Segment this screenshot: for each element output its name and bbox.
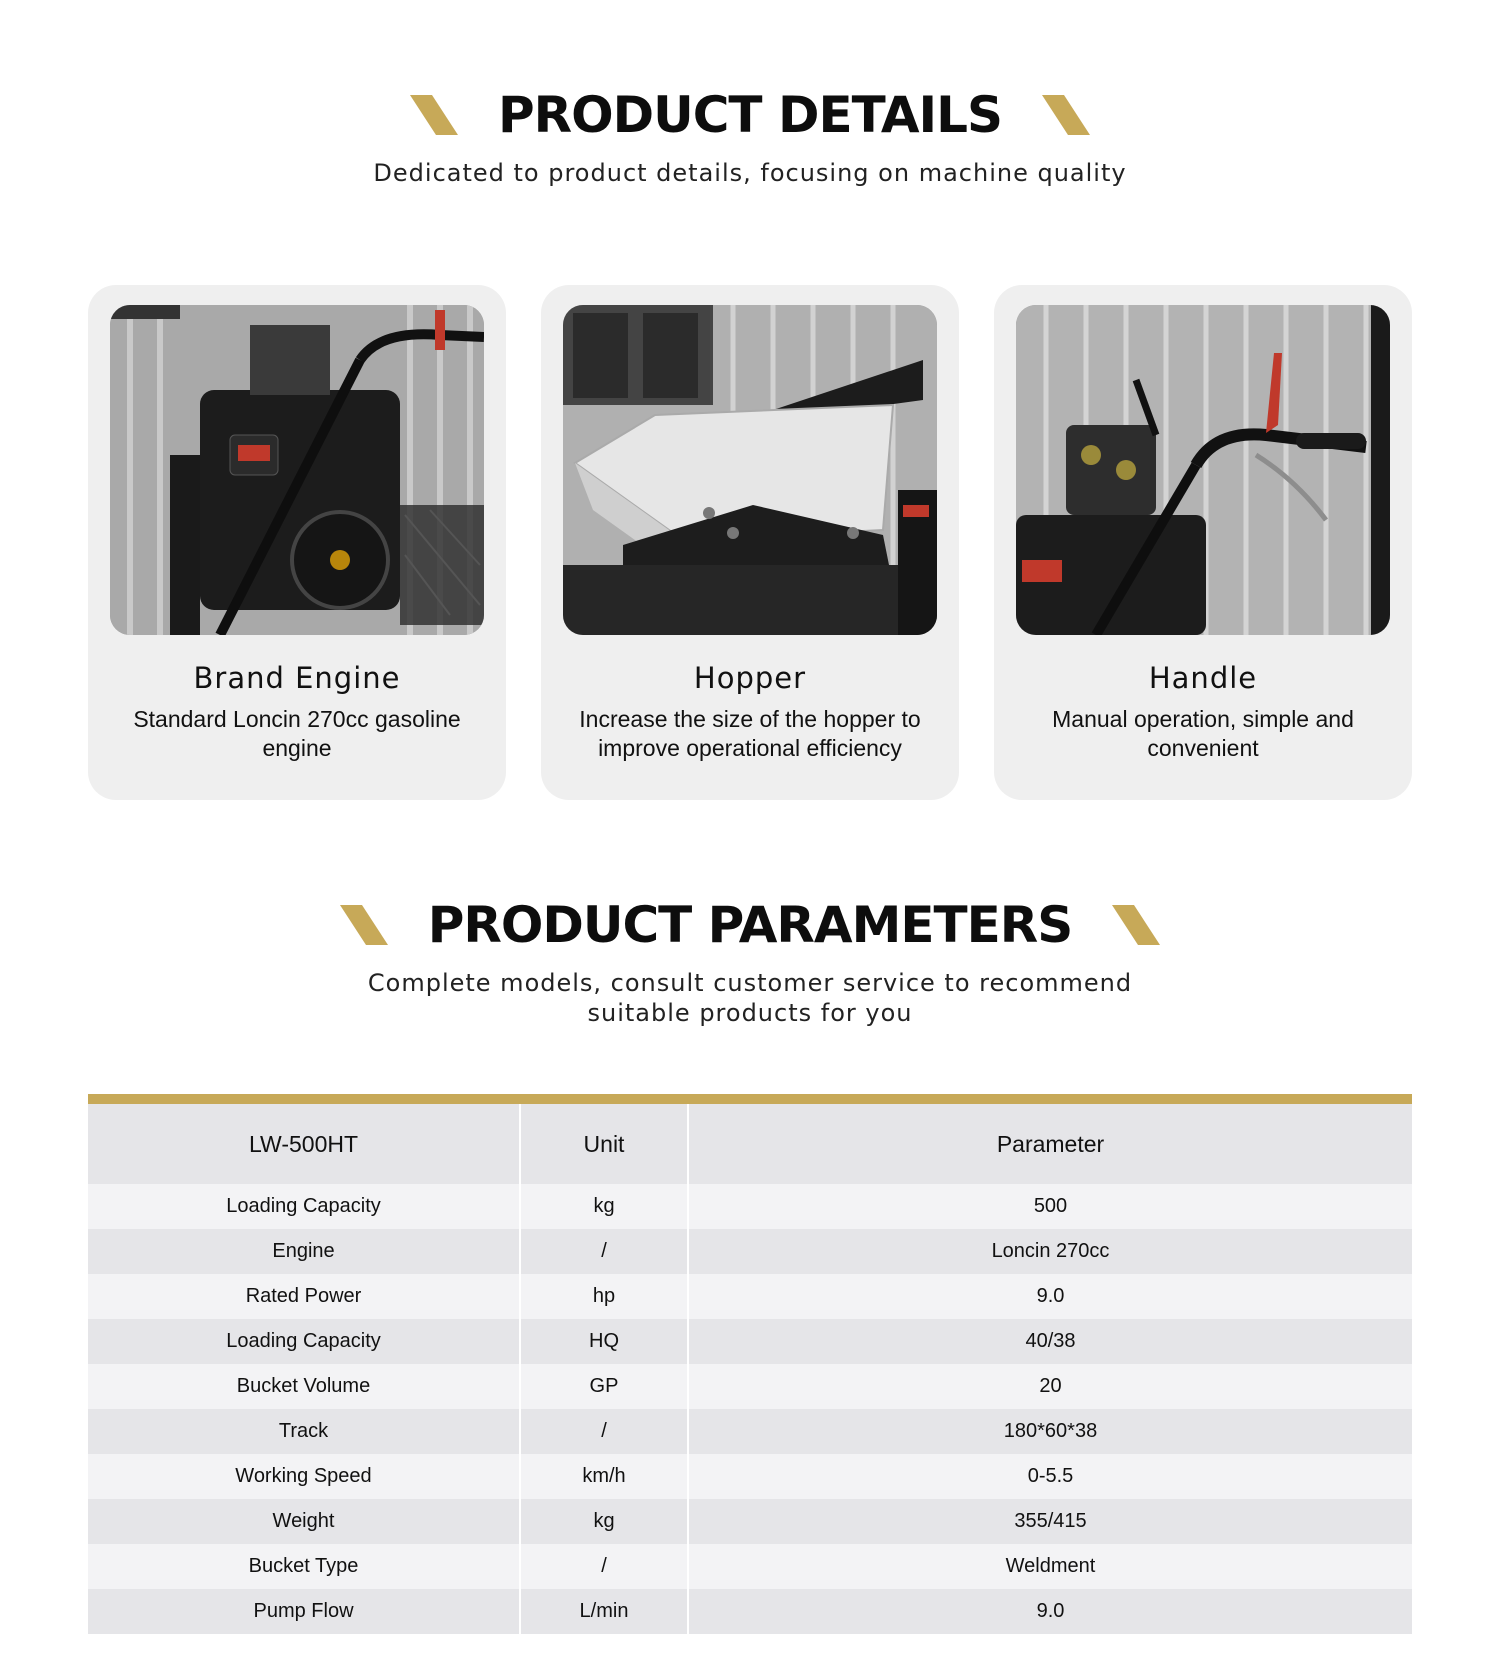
spec-table bbox=[88, 1104, 1412, 1634]
header-model: LW-500HT bbox=[88, 1104, 520, 1184]
row-value: 40/38 bbox=[688, 1319, 1412, 1364]
row-value: Weldment bbox=[688, 1544, 1412, 1589]
detail-card-engine bbox=[88, 285, 506, 800]
row-unit: kg bbox=[520, 1184, 688, 1229]
row-name: Loading Capacity bbox=[88, 1319, 520, 1364]
table-row bbox=[88, 1544, 1412, 1589]
row-unit: km/h bbox=[520, 1454, 688, 1499]
table-top-gold-bar bbox=[88, 1094, 1412, 1104]
table-row bbox=[88, 1229, 1412, 1274]
card-description: Manual operation, simple and convenient bbox=[1052, 706, 1354, 761]
parameters-subtitle: Complete models, consult customer service to recommend suitable products for you bbox=[367, 969, 1133, 1027]
parameters-table bbox=[88, 1094, 1412, 1634]
row-name: Bucket Volume bbox=[88, 1364, 520, 1409]
card-title: Brand Engine bbox=[193, 661, 401, 695]
details-header bbox=[0, 86, 1500, 188]
row-name: Pump Flow bbox=[88, 1589, 520, 1634]
table-row bbox=[88, 1184, 1412, 1229]
row-name: Loading Capacity bbox=[88, 1184, 520, 1229]
gold-slash-left-icon bbox=[410, 95, 458, 135]
table-row bbox=[88, 1319, 1412, 1364]
row-unit: / bbox=[520, 1409, 688, 1454]
details-subtitle: Dedicated to product details, focusing on machine quality bbox=[373, 159, 1127, 187]
row-unit: kg bbox=[520, 1499, 688, 1544]
row-name: Working Speed bbox=[88, 1454, 520, 1499]
engine-photo bbox=[110, 305, 484, 635]
detail-cards bbox=[88, 285, 1412, 800]
card-title: Hopper bbox=[693, 661, 807, 695]
row-unit: hp bbox=[520, 1274, 688, 1319]
header-unit: Unit bbox=[520, 1104, 688, 1184]
table-header-row bbox=[88, 1104, 1412, 1184]
gold-slash-left-icon bbox=[340, 905, 388, 945]
handle-photo bbox=[1016, 305, 1390, 635]
table-row bbox=[88, 1274, 1412, 1319]
gold-slash-right-icon bbox=[1112, 905, 1160, 945]
table-row bbox=[88, 1589, 1412, 1634]
parameters-title: PRODUCT PARAMETERS bbox=[427, 896, 1073, 954]
row-unit: L/min bbox=[520, 1589, 688, 1634]
row-value: 9.0 bbox=[688, 1274, 1412, 1319]
table-row bbox=[88, 1364, 1412, 1409]
detail-card-hopper bbox=[541, 285, 959, 800]
card-title: Handle bbox=[1148, 661, 1258, 695]
row-unit: GP bbox=[520, 1364, 688, 1409]
gold-slash-right-icon bbox=[1042, 95, 1090, 135]
row-unit: HQ bbox=[520, 1319, 688, 1364]
row-name: Track bbox=[88, 1409, 520, 1454]
row-name: Bucket Type bbox=[88, 1544, 520, 1589]
row-value: 500 bbox=[688, 1184, 1412, 1229]
table-row bbox=[88, 1499, 1412, 1544]
row-value: 180*60*38 bbox=[688, 1409, 1412, 1454]
row-unit: / bbox=[520, 1229, 688, 1274]
card-description: Increase the size of the hopper to improve operational efficiency bbox=[579, 706, 921, 761]
card-description: Standard Loncin 270cc gasoline engine bbox=[133, 706, 461, 761]
row-name: Engine bbox=[88, 1229, 520, 1274]
row-value: 20 bbox=[688, 1364, 1412, 1409]
row-value: 9.0 bbox=[688, 1589, 1412, 1634]
row-name: Rated Power bbox=[88, 1274, 520, 1319]
row-unit: / bbox=[520, 1544, 688, 1589]
row-name: Weight bbox=[88, 1499, 520, 1544]
details-title-row bbox=[0, 86, 1500, 144]
row-value: 0-5.5 bbox=[688, 1454, 1412, 1499]
header-parameter: Parameter bbox=[688, 1104, 1412, 1184]
parameters-title-row bbox=[0, 896, 1500, 954]
detail-card-handle bbox=[994, 285, 1412, 800]
row-value: Loncin 270cc bbox=[688, 1229, 1412, 1274]
table-row bbox=[88, 1409, 1412, 1454]
hopper-photo bbox=[563, 305, 937, 635]
row-value: 355/415 bbox=[688, 1499, 1412, 1544]
parameters-header bbox=[0, 896, 1500, 1028]
details-title: PRODUCT DETAILS bbox=[497, 86, 1003, 144]
table-row bbox=[88, 1454, 1412, 1499]
